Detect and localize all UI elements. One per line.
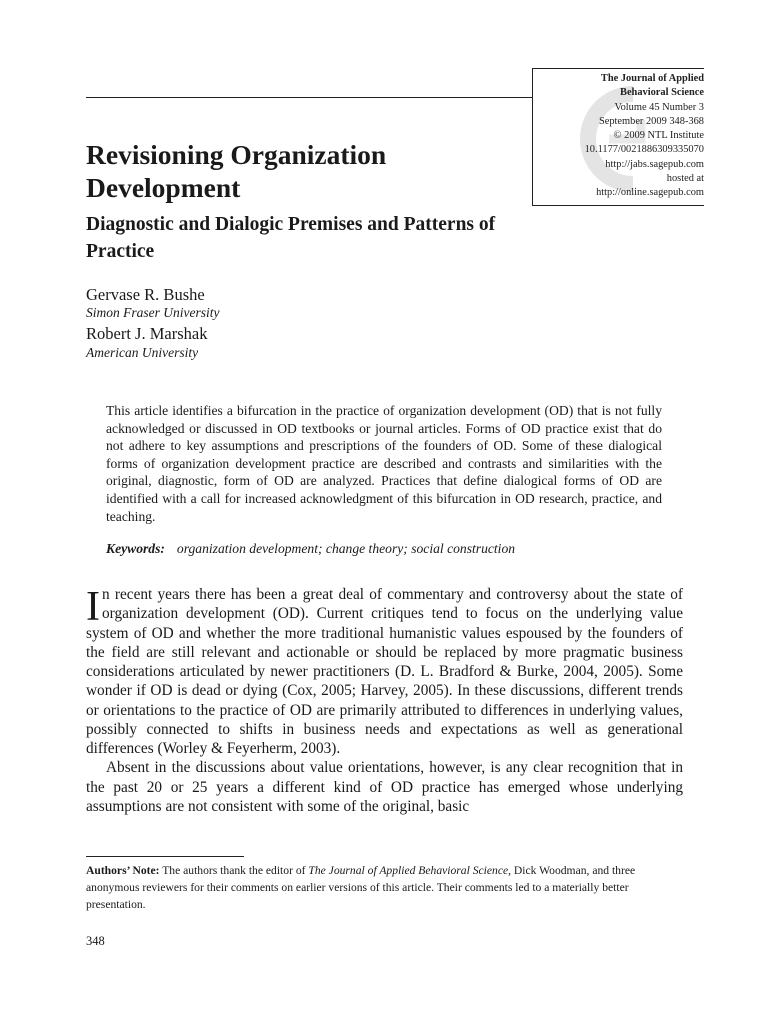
author-affiliation: American University — [86, 345, 199, 360]
footnote-text: Dick Woodman, and three anonymous reviewers for their comments on earlier versions of this article. Their comments led to a materially better presentation. — [86, 864, 636, 912]
journal-copyright: © 2009 NTL Institute — [613, 130, 704, 142]
body-paragraph — [86, 585, 683, 758]
journal-doi: 10.1177/0021886309335070 — [584, 144, 704, 156]
journal-info — [504, 72, 704, 201]
journal-name: The Journal of Applied — [600, 73, 704, 84]
author-name: Gervase R. Bushe — [86, 285, 205, 304]
authors-note — [86, 862, 686, 914]
footnote-rule — [86, 856, 244, 857]
journal-host-url: http://online.sagepub.com — [596, 187, 704, 199]
keywords-list: organization development; change theory; social construction — [176, 541, 516, 556]
footnote-label: Authors’ Note: — [86, 864, 160, 877]
author-affiliation: Simon Fraser University — [86, 305, 220, 320]
footnote-text: The authors thank the editor of — [159, 864, 309, 877]
paragraph-text: n recent years there has been a great deal of commentary and controversy about the state of organization development (OD). Current critiques tend to focus on the underlying value system of OD and whether the more traditional humanistic values espoused by the founders of the field are still relevant and actionable or should be replaced by more pragmatic business considerations articulated by newer practitioners (D. L. Bradford & Burke, 2004, 2005). Some wonder if OD is dead or dying (Cox, 2005; Harvey, 2005). In these discussions, different trends or orientations to the practice of OD are primarily attributed to differences in underlying values, possibly connected to shifts in business needs and expectations as well as generational differences (Worley & Feyerherm, 2003). — [86, 586, 683, 757]
page-number: 348 — [86, 934, 105, 948]
journal-date-pages: September 2009 348-368 — [598, 115, 704, 127]
journal-name-line-2: Behavioral Science — [620, 87, 704, 99]
footnote-journal-title: The Journal of Applied Behavioral Science, — [308, 864, 512, 877]
journal-volume: Volume 45 Number 3 — [614, 101, 704, 113]
drop-cap: I — [86, 584, 100, 630]
abstract: This article identifies a bifurcation in the practice of organization development (OD) that is not fully acknowledged or discussed in OD textbooks or journal articles. Forms of OD practice exist that do not adhere to key assumptions and prescriptions of the founders of OD. Some of these dialogical forms of organization development practice are described and contrasts and similarities with the original, diagnostic, form of OD are analyzed. Practices that define dialogical forms of OD are identified with a call for increased acknowledgment of this bifurcation in OD research, practice, and teaching. — [106, 403, 662, 524]
journal-hosted-at: hosted at — [666, 173, 704, 185]
body-text — [86, 585, 683, 816]
keywords — [106, 541, 662, 557]
header-rule — [86, 97, 532, 98]
article-subtitle: Diagnostic and Dialogic Premises and Patterns of Practice — [86, 214, 496, 262]
keywords-label: Keywords: — [106, 541, 165, 556]
author-name: Robert J. Marshak — [86, 324, 208, 343]
article-title: Revisioning Organization Development — [86, 139, 387, 203]
journal-url: http://jabs.sagepub.com — [605, 158, 704, 170]
body-paragraph: Absent in the discussions about value orientations, however, is any clear recognition that in the past 20 or 25 years a different kind of OD practice has emerged whose underlying assumptions are not consistent with some of the original, basic — [86, 759, 683, 815]
